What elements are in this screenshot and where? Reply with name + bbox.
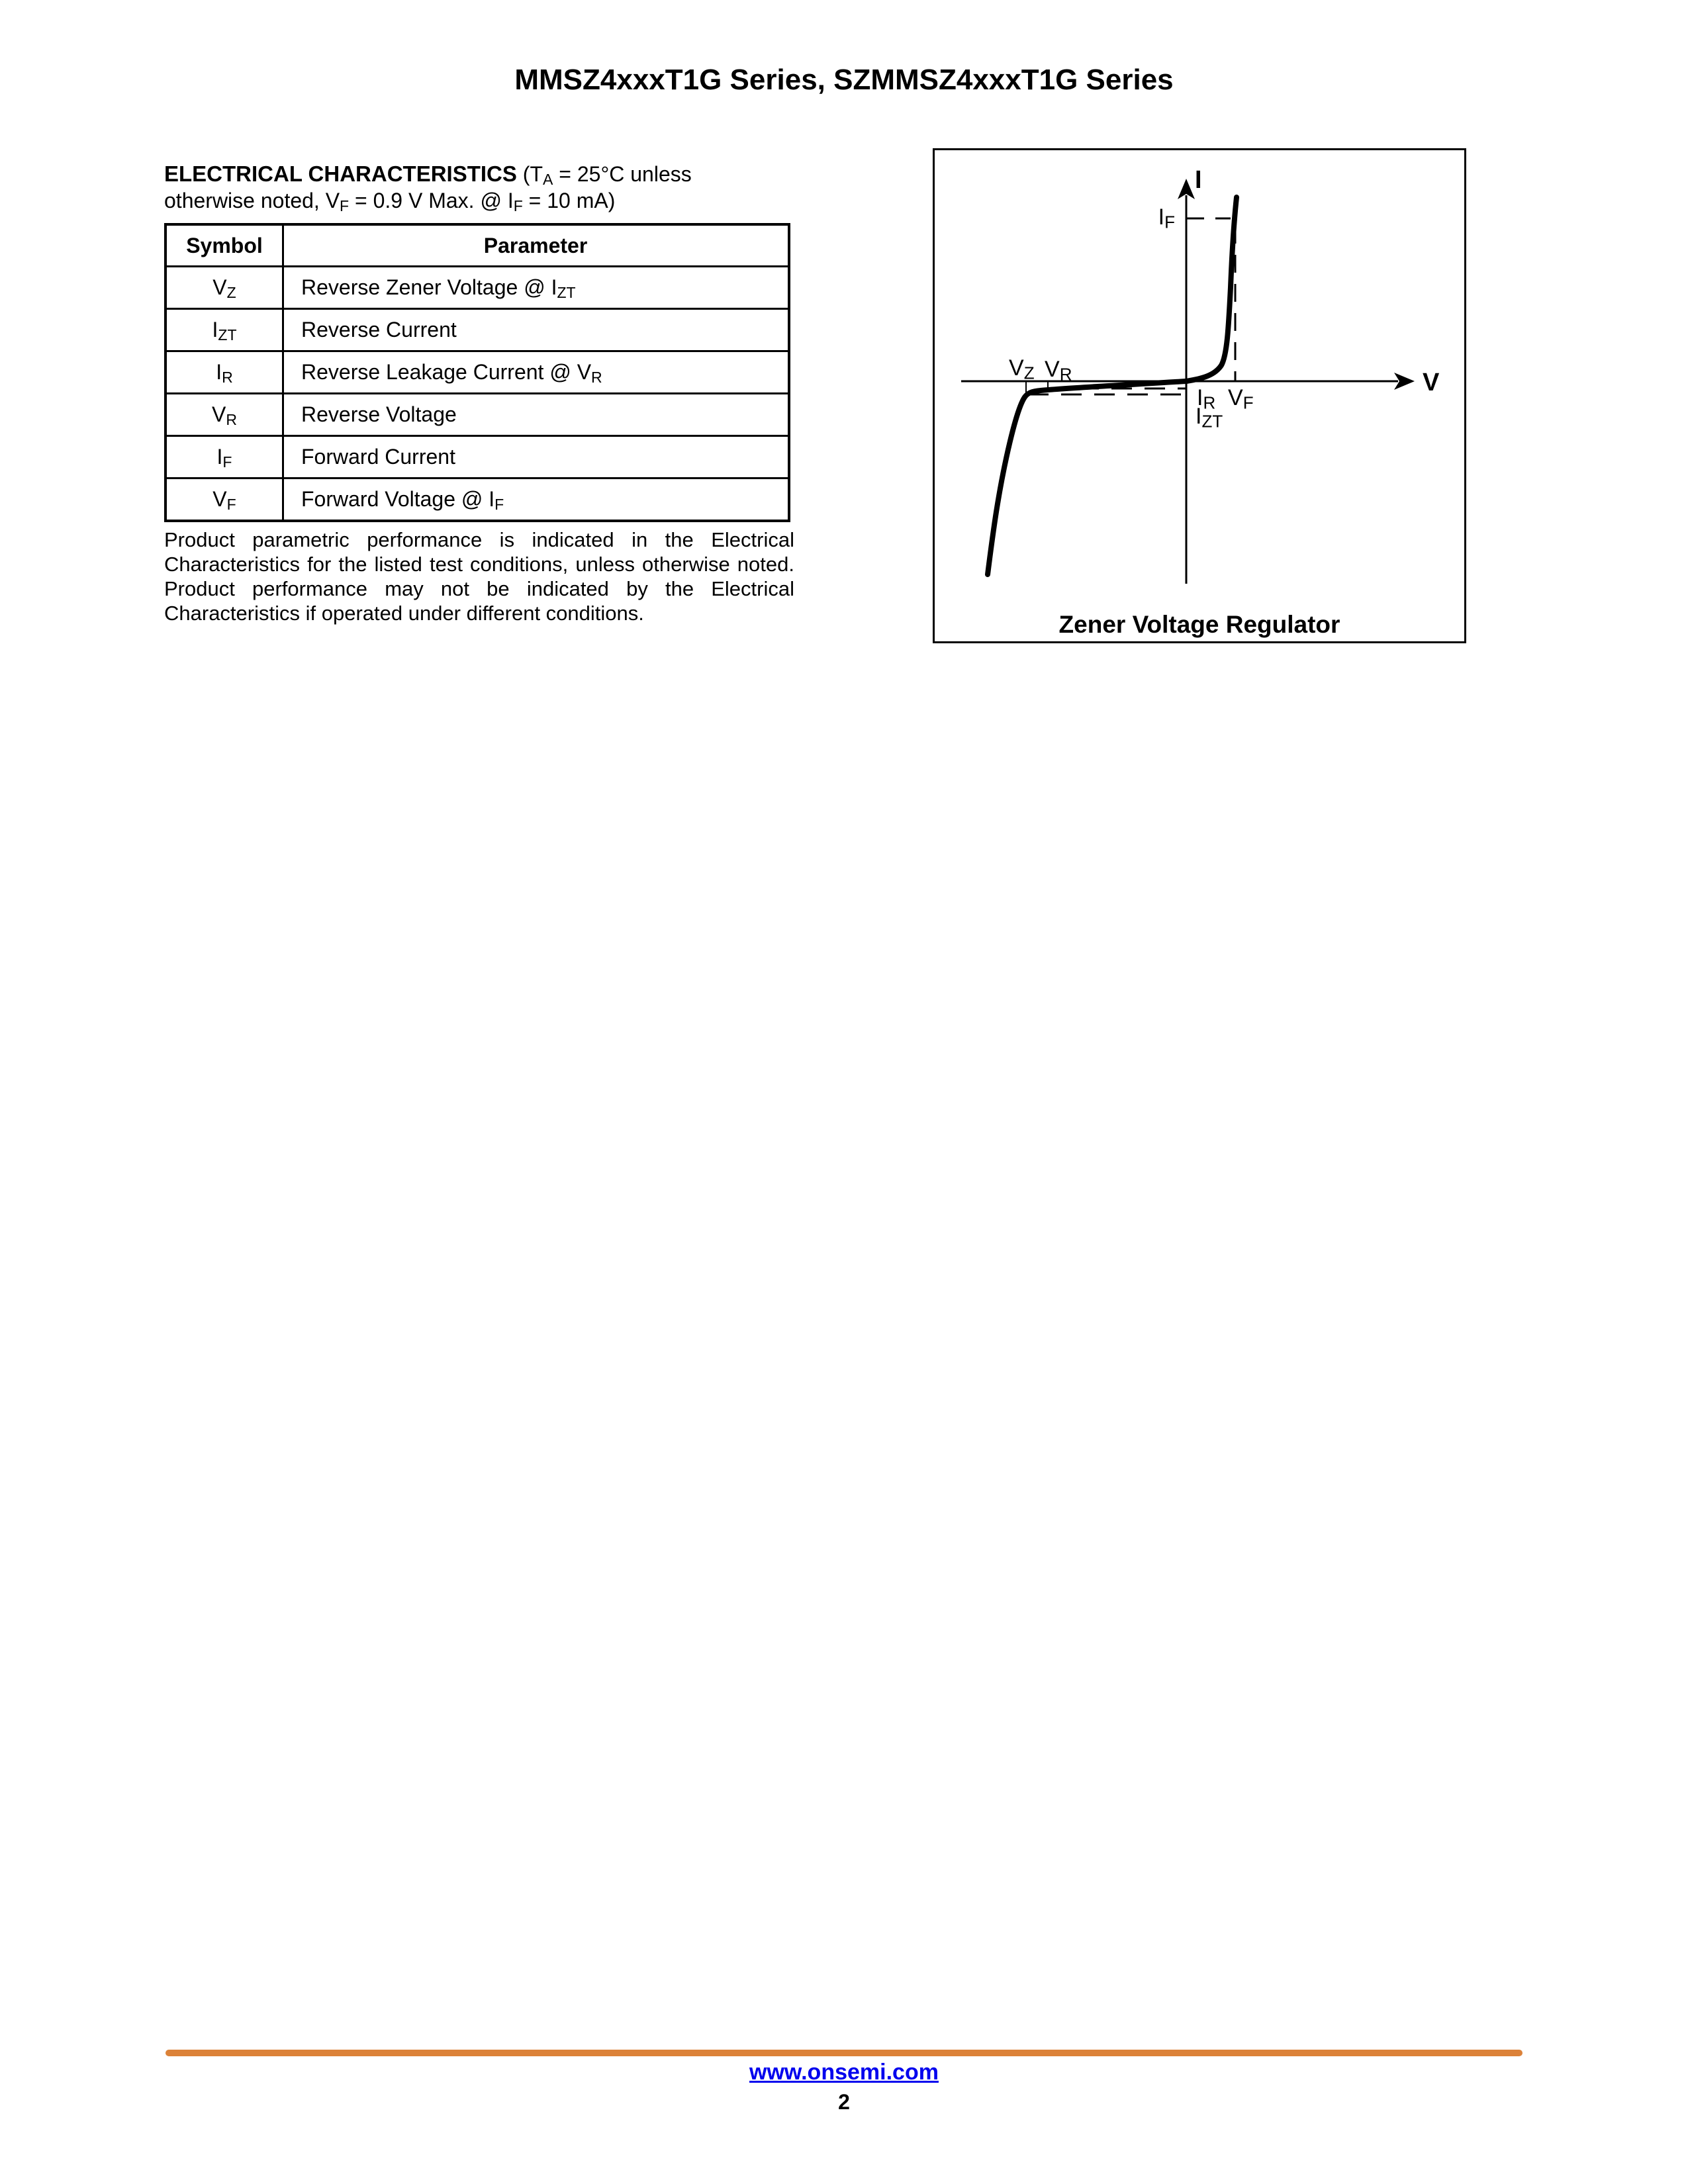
parameter-cell: Reverse Leakage Current @ V xyxy=(301,360,592,384)
onsemi-link[interactable]: www.onsemi.com xyxy=(749,2060,939,2085)
symbol-cell: I xyxy=(216,360,222,384)
if-label: $I_F$ xyxy=(1158,205,1175,232)
symbol-cell: I xyxy=(216,445,223,469)
parameter-cell: Reverse Zener Voltage @ I xyxy=(301,275,557,299)
parameter-cell: Forward Current xyxy=(301,445,455,469)
electrical-characteristics-heading xyxy=(164,161,692,214)
v-axis-label: V xyxy=(1423,369,1440,396)
table-row: $V_Z$ Reverse Zener Voltage @ $I_{ZT}$ xyxy=(165,267,789,309)
symbol-cell: V xyxy=(212,275,227,299)
footer-accent-rule xyxy=(165,2050,1523,2056)
characteristics-table xyxy=(164,223,790,522)
symbol-column-header: Symbol xyxy=(165,224,283,267)
page-number: 2 xyxy=(838,2090,850,2114)
symbol-cell: I xyxy=(212,318,218,341)
figure-caption: Zener Voltage Regulator xyxy=(1058,611,1340,638)
footer-link-wrap xyxy=(0,2060,1688,2085)
vr-label: $V_R$ xyxy=(1045,357,1072,385)
parameter-cell: Reverse Current xyxy=(301,318,457,341)
heading-line-2: otherwise noted, $V_F = 0.9$ V Max. @ $I_F = 10$ mA) xyxy=(164,189,616,215)
note-line: Product performance may not be indicated by the Electrical xyxy=(164,577,794,600)
ir-label: $I_R$ xyxy=(1197,385,1216,413)
note-line: Characteristics for the listed test conditions, unless otherwise noted. xyxy=(164,553,794,576)
table-header-row xyxy=(165,224,789,267)
symbol-cell: V xyxy=(212,402,226,426)
parameter-column-header: Parameter xyxy=(283,224,790,267)
table-row: $I_F$ Forward Current xyxy=(165,436,789,478)
table-row: $V_R$ Reverse Voltage xyxy=(165,394,789,436)
note-line: Characteristics if operated under different conditions. xyxy=(164,602,644,625)
parameter-cell: Forward Voltage @ I xyxy=(301,487,495,511)
table-row: $I_{ZT}$ Reverse Current xyxy=(165,309,789,351)
page-title: MMSZ4xxxT1G Series, SZMMSZ4xxxT1G Series xyxy=(514,64,1174,96)
table-row: $I_R$ Reverse Leakage Current @ $V_R$ xyxy=(165,351,789,394)
symbol-cell: V xyxy=(212,487,227,511)
zener-iv-curve-figure xyxy=(933,148,1466,643)
vf-label: $V_F$ xyxy=(1228,385,1254,413)
vz-label: $V_Z$ xyxy=(1009,355,1035,383)
izt-label: $I_{ZT}$ xyxy=(1196,404,1223,432)
product-performance-note xyxy=(164,527,794,625)
note-line: Product parametric performance is indicated in the Electrical xyxy=(164,528,794,551)
table-row: $V_F$ Forward Voltage @ $I_F$ xyxy=(165,478,789,522)
heading-line-1: ELECTRICAL CHARACTERISTICS ($T_A = 25^\circ C$ unless xyxy=(164,161,692,189)
parameter-cell: Reverse Voltage xyxy=(301,402,457,426)
i-axis-label: I xyxy=(1195,166,1202,194)
